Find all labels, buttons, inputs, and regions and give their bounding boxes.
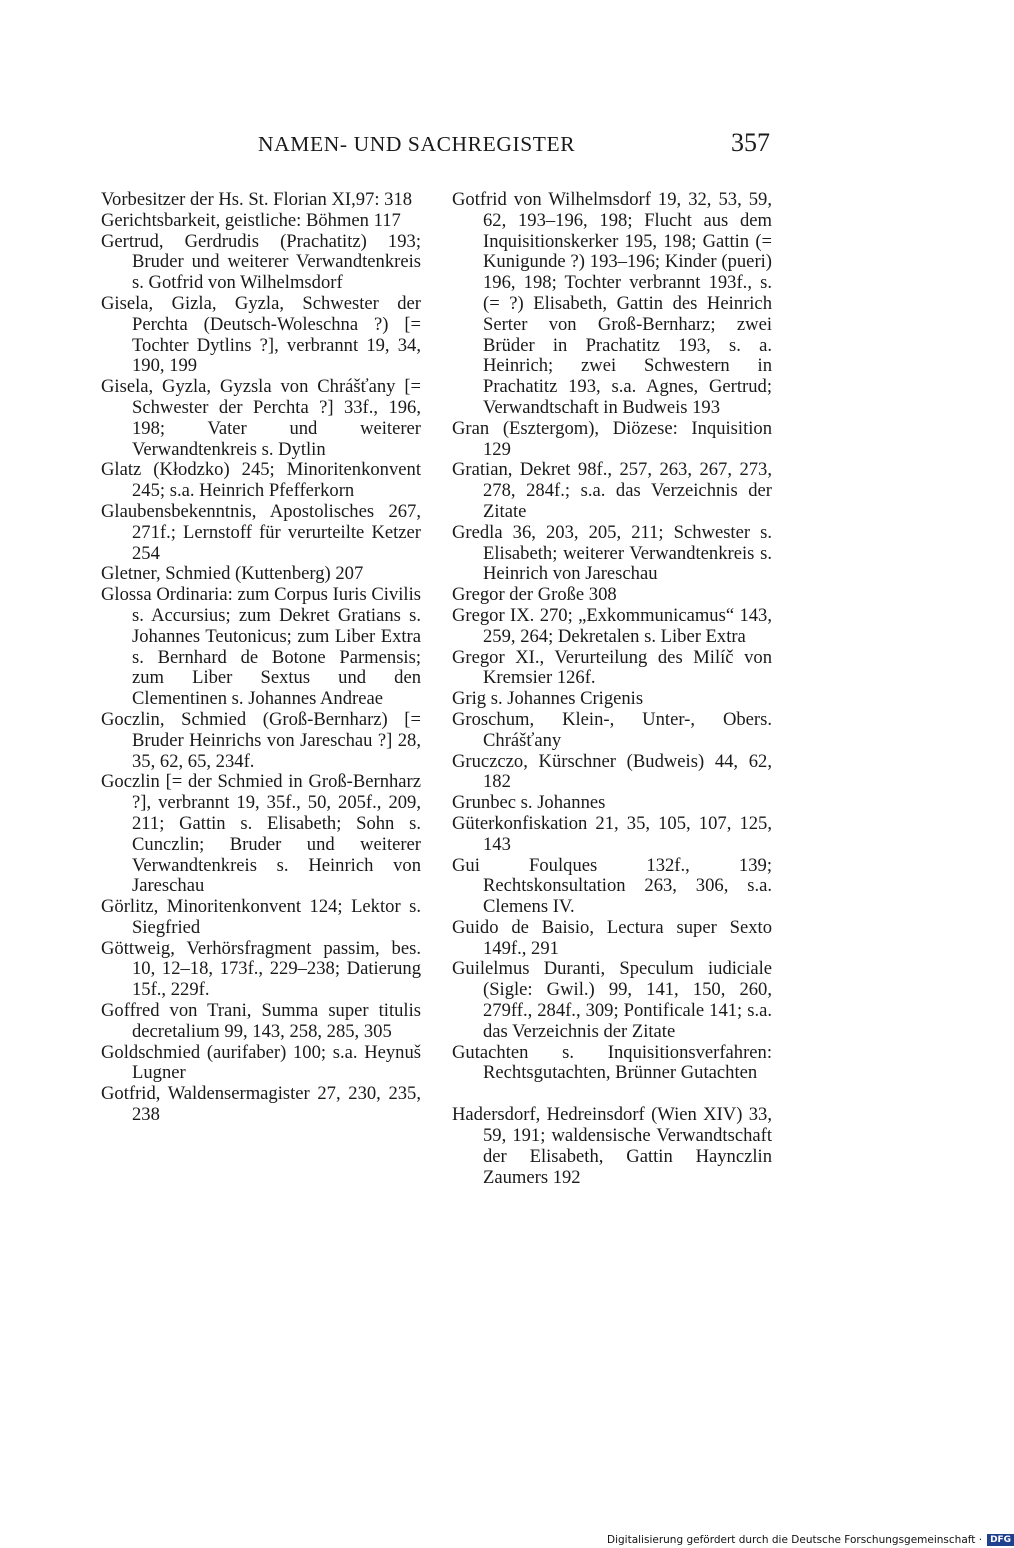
index-entry: Gredla 36, 203, 205, 211; Schwester s. Elisabeth; weiterer Verwandtenkreis s. Heinrich von Jareschau: [452, 521, 772, 585]
index-entry: Gisela, Gizla, Gyzla, Schwester der Perchta (Deutsch-Woleschna ?) [= Tochter Dytlins ?], verbrannt 19, 34, 190, 199: [101, 292, 421, 377]
index-entry: Gregor XI., Verurteilung des Milíč von Kremsier 126f.: [452, 646, 772, 689]
index-entry: Goffred von Trani, Summa super titulis decretalium 99, 143, 258, 285, 305: [101, 1000, 421, 1042]
index-column-right: [452, 190, 772, 1188]
index-entry: Göttweig, Verhörsfragment passim, bes. 10, 12–18, 173f., 229–238; Datierung 15f., 229f.: [101, 937, 421, 1001]
index-entry: Gertrud, Gerdrudis (Prachatitz) 193; Bruder und weiterer Verwandtenkreis s. Gotfrid von Wilhelmsdorf: [101, 230, 421, 294]
index-entry: Glatz (Kłodzko) 245; Minoritenkonvent 245; s.a. Heinrich Pfefferkorn: [101, 459, 421, 502]
running-head: [100, 128, 770, 166]
index-entry: Glossa Ordinaria: zum Corpus Iuris Civilis s. Accursius; zum Dekret Gratians s. Johannes Teutonicus; zum Liber Extra s. Bernhard de Botone Parmensis; zum Liber Sextus und den Clementinen s. Johannes Andreae: [101, 584, 421, 710]
index-entry: Gui Foulques 132f., 139; Rechtskonsultation 263, 306, s.a. Clemens IV.: [452, 854, 772, 918]
index-entry: Guilelmus Duranti, Speculum iudiciale (Sigle: Gwil.) 99, 141, 150, 260, 279ff., 284f., 309; Pontificale 141; s.a. das Verzeichnis der Zitate: [452, 958, 772, 1042]
index-entry: Gutachten s. Inquisitionsverfahren: Rechtsgutachten, Brünner Gutachten: [452, 1041, 772, 1084]
index-entry: Gletner, Schmied (Kuttenberg) 207: [101, 563, 364, 585]
index-entry: Grig s. Johannes Crigenis: [452, 688, 644, 710]
index-entry: Glaubensbekenntnis, Apostolisches 267, 271f.; Lernstoff für verurteilte Ketzer 254: [101, 500, 421, 564]
page-number: 357: [731, 128, 770, 157]
credit-text: Digitalisierung gefördert durch die Deutsche Forschungsgemeinschaft ·: [607, 1534, 983, 1546]
index-entry: Gratian, Dekret 98f., 257, 263, 267, 273, 278, 284f.; s.a. das Verzeichnis der Zitate: [452, 459, 772, 522]
index-entry: Gruczczo, Kürschner (Budweis) 44, 62, 182: [452, 750, 772, 793]
index-entry: Guido de Baisio, Lectura super Sexto 149f., 291: [452, 916, 772, 959]
index-entry: Goldschmied (aurifaber) 100; s.a. Heynuš Lugner: [101, 1041, 421, 1084]
index-entry: Gisela, Gyzla, Gyzsla von Chrášťany [= Schwester der Perchta ?] 33f., 196, 198; Vater und weiterer Verwandtenkreis s. Dytlin: [101, 376, 421, 460]
index-entry: Gregor der Große 308: [452, 584, 617, 606]
index-entry: Goczlin, Schmied (Groß-Bernharz) [= Bruder Heinrichs von Jareschau ?] 28, 35, 62, 65, 234f.: [101, 708, 421, 772]
index-entry: Görlitz, Minoritenkonvent 124; Lektor s. Siegfried: [101, 896, 421, 938]
index-entry: Goczlin [= der Schmied in Groß-Bernharz ?], verbrannt 19, 35f., 50, 205f., 209, 211; Gattin s. Elisabeth; Sohn s. Cunczlin; Bruder und weiterer Verwandtenkreis s. Heinrich von Jareschau: [101, 771, 421, 897]
index-entry: Gerichtsbarkeit, geistliche: Böhmen 117: [101, 209, 401, 231]
dfg-logo: DFG: [987, 1534, 1014, 1546]
index-entry: Hadersdorf, Hedreinsdorf (Wien XIV) 33, 59, 191; waldensische Verwandtschaft der Elisabeth, Gattin Haynczlin Zaumers 192: [452, 1104, 772, 1188]
index-entry: Groschum, Klein-, Unter-, Obers. Chrášťany: [452, 708, 772, 751]
index-entry: Grunbec s. Johannes: [452, 792, 606, 814]
index-entry: Güterkonfiskation 21, 35, 105, 107, 125, 143: [452, 812, 772, 855]
index-entry: Vorbesitzer der Hs. St. Florian XI,97: 318: [101, 189, 413, 210]
running-title: NAMEN- UND SACHREGISTER: [258, 132, 576, 156]
index-entry: Gran (Esztergom), Diözese: Inquisition 129: [452, 417, 772, 460]
letter-group-gap: [452, 1084, 772, 1105]
digitization-credit: [607, 1533, 1014, 1547]
index-entry: Gregor IX. 270; „Exkommunicamus“ 143, 259, 264; Dekretalen s. Liber Extra: [452, 604, 772, 647]
index-column-left: [101, 190, 421, 1126]
index-entry: Gotfrid von Wilhelmsdorf 19, 32, 53, 59, 62, 193–196, 198; Flucht aus dem Inquisitionskerker 195, 198; Gattin (= Kunigunde ?) 193–196; Kinder (pueri) 196, 198; Tochter verbrannt 193f., s. (= ?) Elisabeth, Gattin des Heinrich Serter von Groß-Bernharz; zwei Brüder in Prachatitz 193, s. a. Heinrich; zwei Schwestern in Prachatitz 193, s.a. Agnes, Gertrud; Verwandtschaft in Budweis 193: [452, 189, 772, 418]
index-entry: Gotfrid, Waldensermagister 27, 230, 235, 238: [101, 1083, 421, 1126]
